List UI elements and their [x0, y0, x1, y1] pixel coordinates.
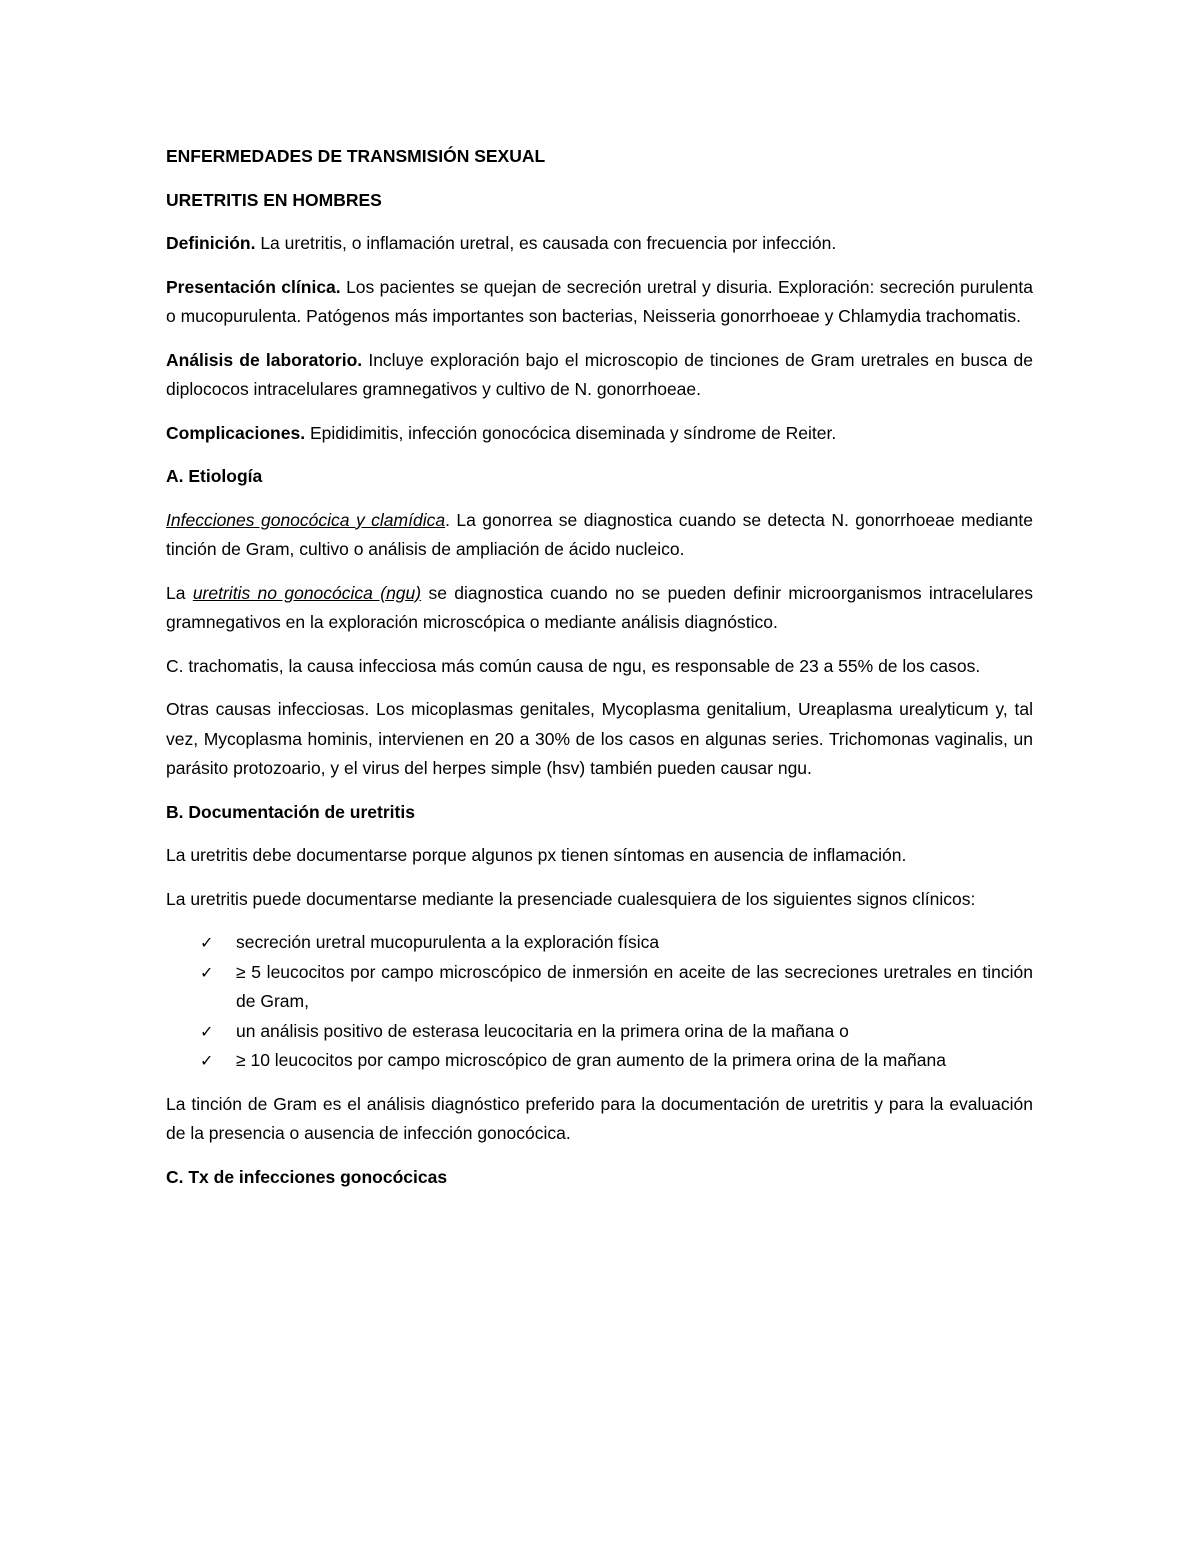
document-subtitle: URETRITIS EN HOMBRES: [166, 189, 382, 210]
checklist-item-text: secreción uretral mucopurulenta a la exploración física: [236, 932, 660, 952]
gram-paragraph: La tinción de Gram es el análisis diagnóstico preferido para la documentación de uretritis y para la evaluación de la presencia o ausencia de infección gonocócica.: [166, 1093, 1033, 1143]
documentacion-paragraph-1: La uretritis debe documentarse porque algunos px tienen síntomas en ausencia de inflamación.: [166, 845, 907, 865]
complicaciones-paragraph: [166, 419, 1033, 449]
checklist-item: [166, 1046, 1033, 1076]
ngu-pre: La: [166, 582, 193, 603]
document-title: ENFERMEDADES DE TRANSMISIÓN SEXUAL: [166, 146, 546, 166]
documentacion-paragraph-2: La uretritis puede documentarse mediante la presenciade cualesquiera de los siguientes signos clínicos:: [166, 888, 976, 909]
otras-causas-paragraph: Otras causas infecciosas. Los micoplasmas genitales, Mycoplasma genitalium, Ureaplasma urealyticum y, tal vez, Mycoplasma hominis, intervienen en 20 a 30% de los casos en algunas series. Trichomonas vaginalis, un parásito protozoario, y el virus del herpes simple (hsv) también pueden causar ngu.: [166, 699, 1033, 778]
ngu-label: uretritis no gonocócica (ngu): [192, 582, 422, 603]
complicaciones-text: Epididimitis, infección gonocócica diseminada y síndrome de Reiter.: [305, 422, 837, 443]
trachomatis-paragraph: C. trachomatis, la causa infecciosa más común causa de ngu, es responsable de 23 a 55% de los casos.: [166, 655, 981, 676]
document-page: [166, 142, 1033, 1206]
gonococica-label: Infecciones gonocócica y clamídica: [166, 509, 446, 530]
laboratorio-paragraph: [166, 346, 1033, 405]
section-heading-c: C. Tx de infecciones gonocócicas: [166, 1166, 448, 1187]
definicion-paragraph: [166, 229, 1033, 259]
definicion-label: Definición.: [166, 233, 256, 253]
signs-checklist: [166, 928, 1033, 1076]
checklist-item-text: un análisis positivo de esterasa leucocitaria en la primera orina de la mañana o: [236, 1020, 849, 1041]
checklist-item-text: ≥ 5 leucocitos por campo microscópico de inmersión en aceite de las secreciones uretrales en tinción de Gram,: [236, 961, 1033, 1011]
checklist-item: [166, 928, 1033, 958]
checkmark-icon: ✓: [200, 962, 214, 982]
ngu-text: se diagnostica cuando no se pueden definir microorganismos intracelulares gramnegativos en la exploración microscópica o mediante análisis diagnóstico.: [166, 582, 1034, 632]
checkmark-icon: ✓: [200, 1021, 214, 1041]
gonococica-paragraph: [166, 506, 1033, 565]
checklist-item: [166, 958, 1033, 1017]
complicaciones-label: Complicaciones.: [166, 422, 306, 443]
gonococica-text: . La gonorrea se diagnostica cuando se detecta N. gonorrhoeae mediante tinción de Gram, cultivo o análisis de ampliación de ácido nucleico.: [166, 509, 1034, 559]
laboratorio-text: Incluye exploración bajo el microscopio de tinciones de Gram uretrales en busca de diplococos intracelulares gramnegativos y cultivo de N. gonorrhoeae.: [166, 349, 1033, 399]
definicion-text: La uretritis, o inflamación uretral, es causada con frecuencia por infección.: [255, 233, 837, 253]
checkmark-icon: ✓: [200, 1051, 214, 1070]
ngu-paragraph: [166, 579, 1033, 638]
checklist-item: [166, 1017, 1033, 1047]
laboratorio-label: Análisis de laboratorio.: [166, 349, 363, 370]
section-heading-a: A. Etiología: [166, 466, 263, 486]
checkmark-icon: ✓: [200, 933, 214, 952]
checklist-item-text: ≥ 10 leucocitos por campo microscópico de gran aumento de la primera orina de la mañana: [236, 1050, 946, 1070]
presentacion-label: Presentación clínica.: [166, 276, 341, 297]
presentacion-paragraph: [166, 273, 1033, 332]
section-heading-b: B. Documentación de uretritis: [166, 801, 415, 822]
presentacion-text: Los pacientes se quejan de secreción uretral y disuria. Exploración: secreción purulenta o mucopurulenta. Patógenos más importantes son bacterias, Neisseria gonorrhoeae y Chlamydia trachomatis.: [166, 276, 1033, 326]
